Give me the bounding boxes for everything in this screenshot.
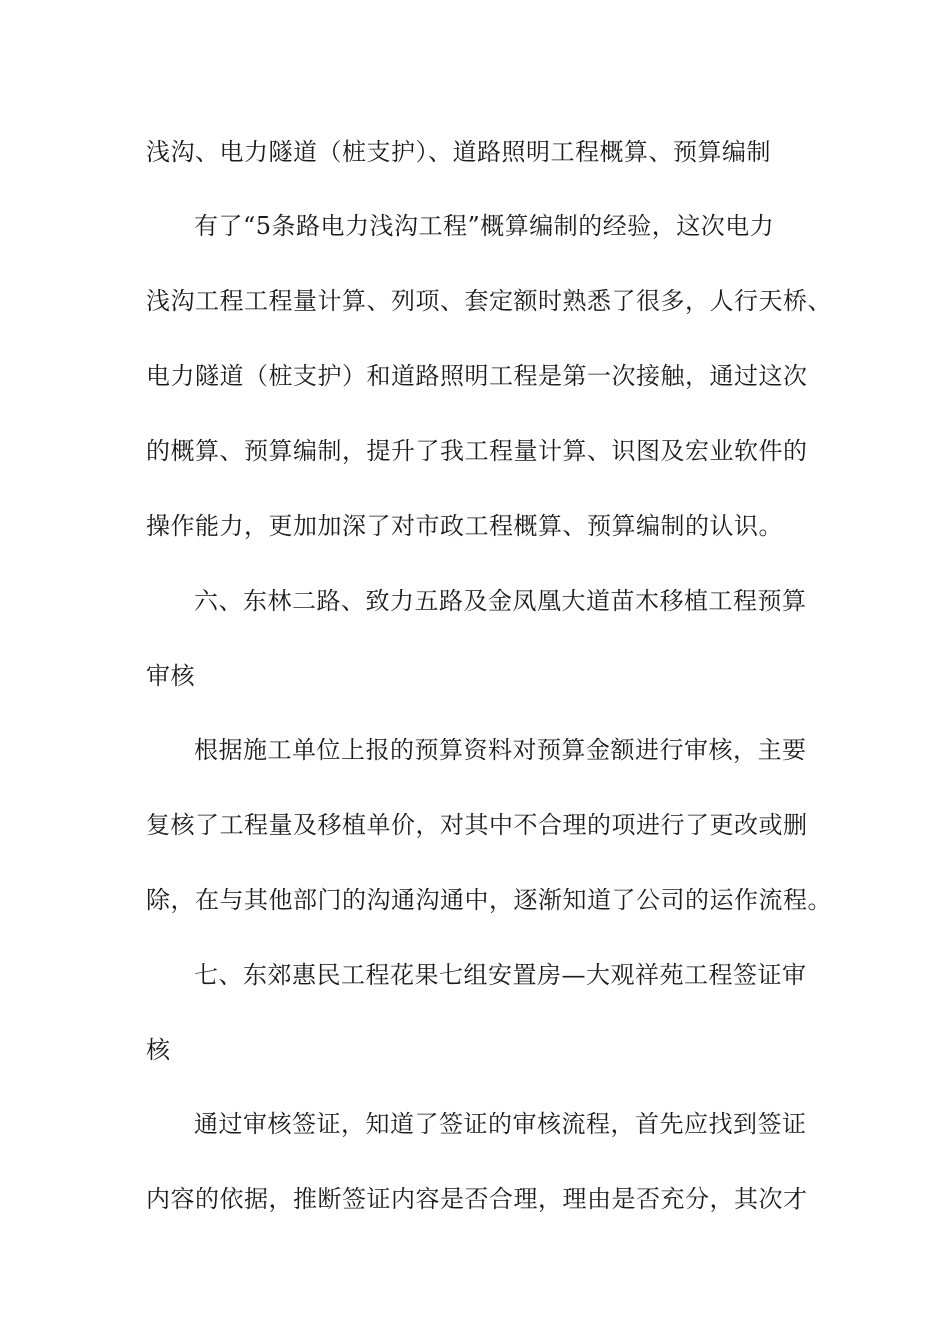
- text-line: 除，在与其他部门的沟通沟通中，逐渐知道了公司的运作流程。: [146, 886, 832, 914]
- section-heading: 七、东郊惠民工程花果七组安置房—大观祥苑工程签证审: [194, 961, 807, 989]
- section-heading-continuation: 审核: [146, 662, 195, 690]
- paragraph-first-line: 有了“5条路电力浅沟工程”概算编制的经验，这次电力: [194, 212, 775, 240]
- paragraph-first-line: 通过审核签证，知道了签证的审核流程，首先应找到签证: [194, 1110, 807, 1138]
- text-line: 内容的依据，推断签证内容是否合理，理由是否充分，其次才: [146, 1185, 808, 1213]
- paragraph-first-line: 根据施工单位上报的预算资料对预算金额进行审核，主要: [194, 736, 807, 764]
- section-heading: 六、东林二路、致力五路及金凤凰大道苗木移植工程预算: [194, 587, 807, 615]
- text-line: 操作能力，更加加深了对市政工程概算、预算编制的认识。: [146, 512, 783, 540]
- text-line: 电力隧道（桩支护）和道路照明工程是第一次接触，通过这次: [146, 362, 808, 390]
- text-line: 浅沟、电力隧道（桩支护）、道路照明工程概算、预算编制: [146, 138, 771, 166]
- text-line: 的概算、预算编制，提升了我工程量计算、识图及宏业软件的: [146, 437, 808, 465]
- text-line: 复核了工程量及移植单价，对其中不合理的项进行了更改或删: [146, 811, 808, 839]
- text-line: 浅沟工程工程量计算、列项、套定额时熟悉了很多，人行天桥、: [146, 287, 832, 315]
- section-heading-continuation: 核: [146, 1036, 171, 1064]
